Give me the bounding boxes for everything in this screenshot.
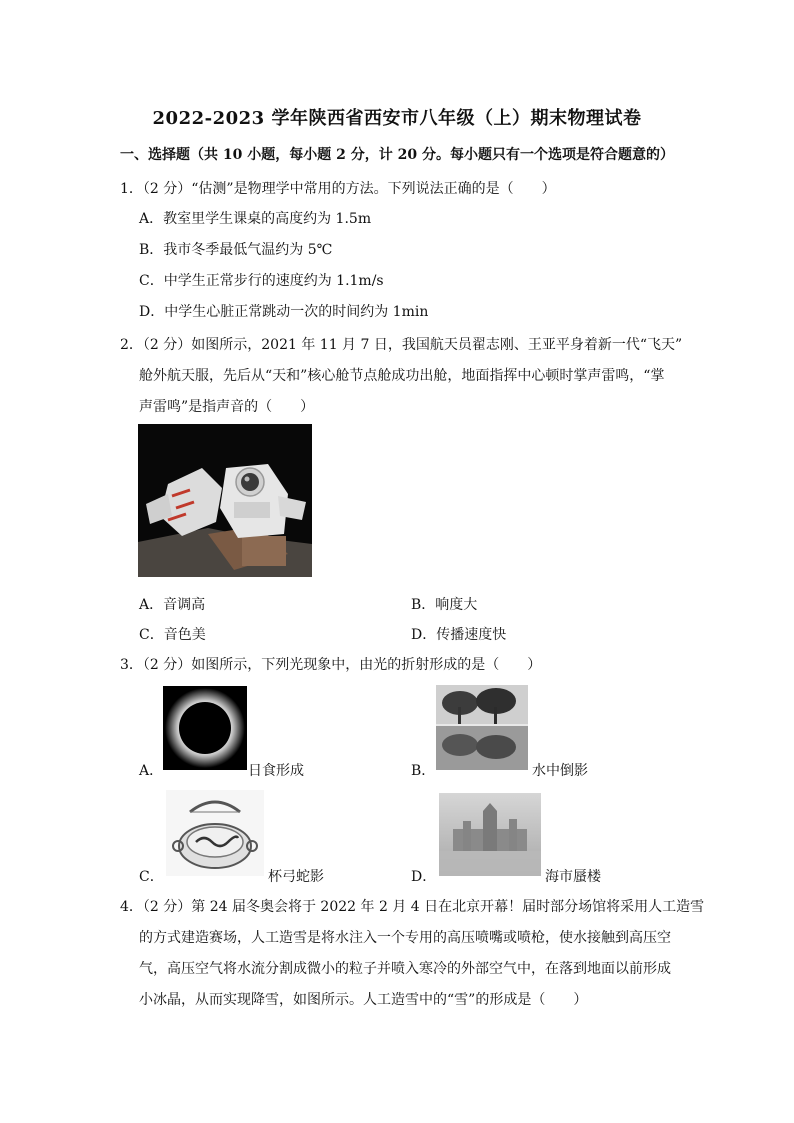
question-3-caption-d: 海市蜃楼 — [545, 869, 601, 885]
question-1-option-a[interactable]: A．教室里学生课桌的高度约为 1.5m — [139, 211, 372, 227]
question-1-stem: 1．（2 分）“估测”是物理学中常用的方法。下列说法正确的是（ ） — [120, 181, 556, 197]
solar-eclipse-image — [163, 686, 247, 770]
question-3-option-d-letter[interactable]: D． — [411, 869, 437, 885]
section-heading: 一、选择题（共 10 小题，每小题 2 分，计 20 分。每小题只有一个选项是符合题意的） — [120, 147, 674, 163]
question-2-stem-line-1: 2．（2 分）如图所示，2021 年 11 月 7 日，我国航天员翟志刚、王亚平身着新一代“飞天” — [120, 337, 683, 353]
question-3-stem: 3．（2 分）如图所示，下列光现象中，由光的折射形成的是（ ） — [120, 657, 542, 673]
water-reflection-image — [436, 685, 528, 770]
question-3-option-b-letter[interactable]: B． — [411, 763, 436, 779]
question-4-stem-line-2: 的方式建造赛场，人工造雪是将水注入一个专用的高压喷嘴或喷枪，使水接触到高压空 — [139, 930, 671, 946]
question-2-stem-line-2: 舱外航天服，先后从“天和”核心舱节点舱成功出舱，地面指挥中心顿时掌声雷鸣，“掌 — [139, 368, 665, 384]
question-2-stem-line-3: 声雷鸣”是指声音的（ ） — [139, 399, 315, 415]
astronaut-photo — [138, 424, 312, 577]
question-2-option-a[interactable]: A．音调高 — [139, 597, 206, 613]
question-4-stem-line-1: 4．（2 分）第 24 届冬奥会将于 2022 年 2 月 4 日在北京开幕！届时部分场馆将采用人工造雪 — [120, 899, 705, 915]
question-3-option-c-letter[interactable]: C． — [139, 869, 164, 885]
question-2-option-d[interactable]: D．传播速度快 — [411, 627, 507, 643]
question-4-stem-line-3: 气，高压空气将水流分割成微小的粒子并喷入寒冷的外部空气中，在落到地面以前形成 — [139, 961, 671, 977]
question-1-option-c[interactable]: C．中学生正常步行的速度约为 1.1m/s — [139, 273, 384, 289]
question-3-caption-b: 水中倒影 — [532, 763, 588, 779]
question-3-caption-a: 日食形成 — [248, 763, 304, 779]
question-1-option-d[interactable]: D．中学生心脏正常跳动一次的时间约为 1min — [139, 304, 429, 320]
question-4-stem-line-4: 小冰晶，从而实现降雪，如图所示。人工造雪中的“雪”的形成是（ ） — [139, 992, 588, 1008]
question-2-option-b[interactable]: B．响度大 — [411, 597, 478, 613]
page-title: 2022-2023 学年陕西省西安市八年级（上）期末物理试卷 — [152, 108, 642, 129]
question-3-option-a-letter[interactable]: A． — [139, 763, 164, 779]
question-2-option-c[interactable]: C．音色美 — [139, 627, 206, 643]
question-1-option-b[interactable]: B．我市冬季最低气温约为 5℃ — [139, 242, 333, 258]
question-3-caption-c: 杯弓蛇影 — [268, 869, 324, 885]
mirage-image — [439, 793, 541, 876]
bow-snake-cup-image — [166, 790, 264, 876]
